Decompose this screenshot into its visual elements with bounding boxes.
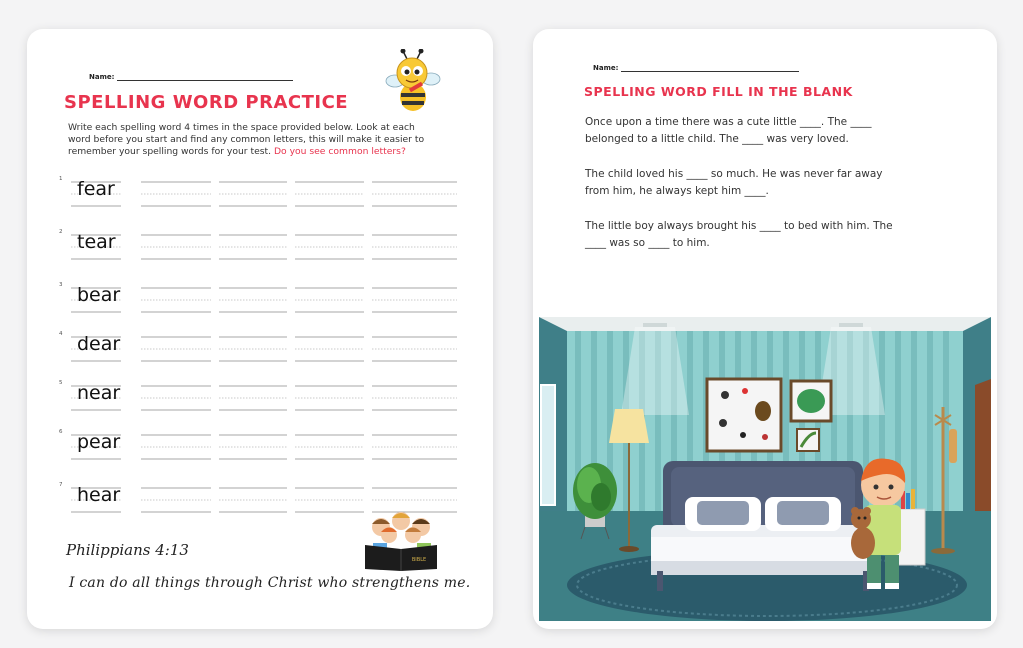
- word-row: [57, 282, 457, 316]
- kids-reading-bible-illustration: [359, 509, 443, 571]
- practice-lines[interactable]: [71, 176, 457, 210]
- practice-lines[interactable]: [71, 331, 457, 365]
- word-number: 6: [59, 429, 63, 435]
- spelling-word: fear: [77, 178, 115, 200]
- word-number: 2: [59, 229, 63, 235]
- instructions-highlight: Do you see common letters?: [273, 146, 406, 158]
- practice-lines[interactable]: [71, 380, 457, 414]
- word-number: 3: [59, 282, 63, 288]
- word-row: [57, 380, 457, 414]
- word-number: 4: [59, 331, 63, 337]
- worksheet-title: SPELLING WORD FILL IN THE BLANK: [584, 84, 853, 99]
- fill-in-the-blank-worksheet: [533, 29, 997, 629]
- name-line: [621, 65, 799, 72]
- practice-lines[interactable]: [71, 429, 457, 463]
- name-field: [593, 64, 799, 72]
- story-line: Once upon a time there was a cute little ____. The ____: [585, 116, 872, 128]
- story-paragraph: [585, 114, 955, 148]
- name-label: Name:: [593, 64, 619, 72]
- name-line: [117, 74, 293, 81]
- bible-cover-label: BIBLE: [411, 557, 427, 563]
- spelling-word: near: [77, 382, 121, 404]
- spelling-word: bear: [77, 284, 121, 306]
- word-row: [57, 429, 457, 463]
- bee-illustration: [385, 49, 441, 115]
- word-number: 1: [59, 176, 63, 182]
- word-number: 5: [59, 380, 63, 386]
- verse-reference: Philippians 4:13: [66, 541, 189, 559]
- practice-lines[interactable]: [71, 229, 457, 263]
- spelling-word: tear: [77, 231, 116, 253]
- word-row: [57, 229, 457, 263]
- story-line: from him, he always kept him ____.: [585, 185, 769, 197]
- word-number: 7: [59, 482, 63, 488]
- bedroom-illustration: [539, 275, 991, 621]
- story-line: The child loved his ____ so much. He was never far away: [585, 168, 883, 180]
- word-row: [57, 176, 457, 210]
- story-line: ____ was so ____ to him.: [585, 237, 710, 249]
- spelling-word: dear: [77, 333, 121, 355]
- name-label: Name:: [89, 73, 115, 81]
- word-row: [57, 331, 457, 365]
- name-field: [89, 73, 293, 81]
- practice-lines[interactable]: [71, 282, 457, 316]
- instructions-text: [68, 122, 440, 159]
- verse-text: I can do all things through Christ who strengthens me.: [69, 575, 471, 591]
- spelling-word: pear: [77, 431, 121, 453]
- story-paragraph: [585, 166, 955, 200]
- spelling-practice-worksheet: [27, 29, 493, 629]
- spelling-word: hear: [77, 484, 121, 506]
- story-line: belonged to a little child. The ____ was very loved.: [585, 133, 849, 145]
- instructions-main: Write each spelling word 4 times in the space provided below. Look at each word before you start and find any common letters, this will make it easier to remember your spelling words for your test.: [68, 122, 425, 158]
- story-line: The little boy always brought his ____ to bed with him. The: [585, 220, 893, 232]
- story-paragraph: [585, 218, 955, 252]
- worksheet-title: SPELLING WORD PRACTICE: [64, 92, 349, 113]
